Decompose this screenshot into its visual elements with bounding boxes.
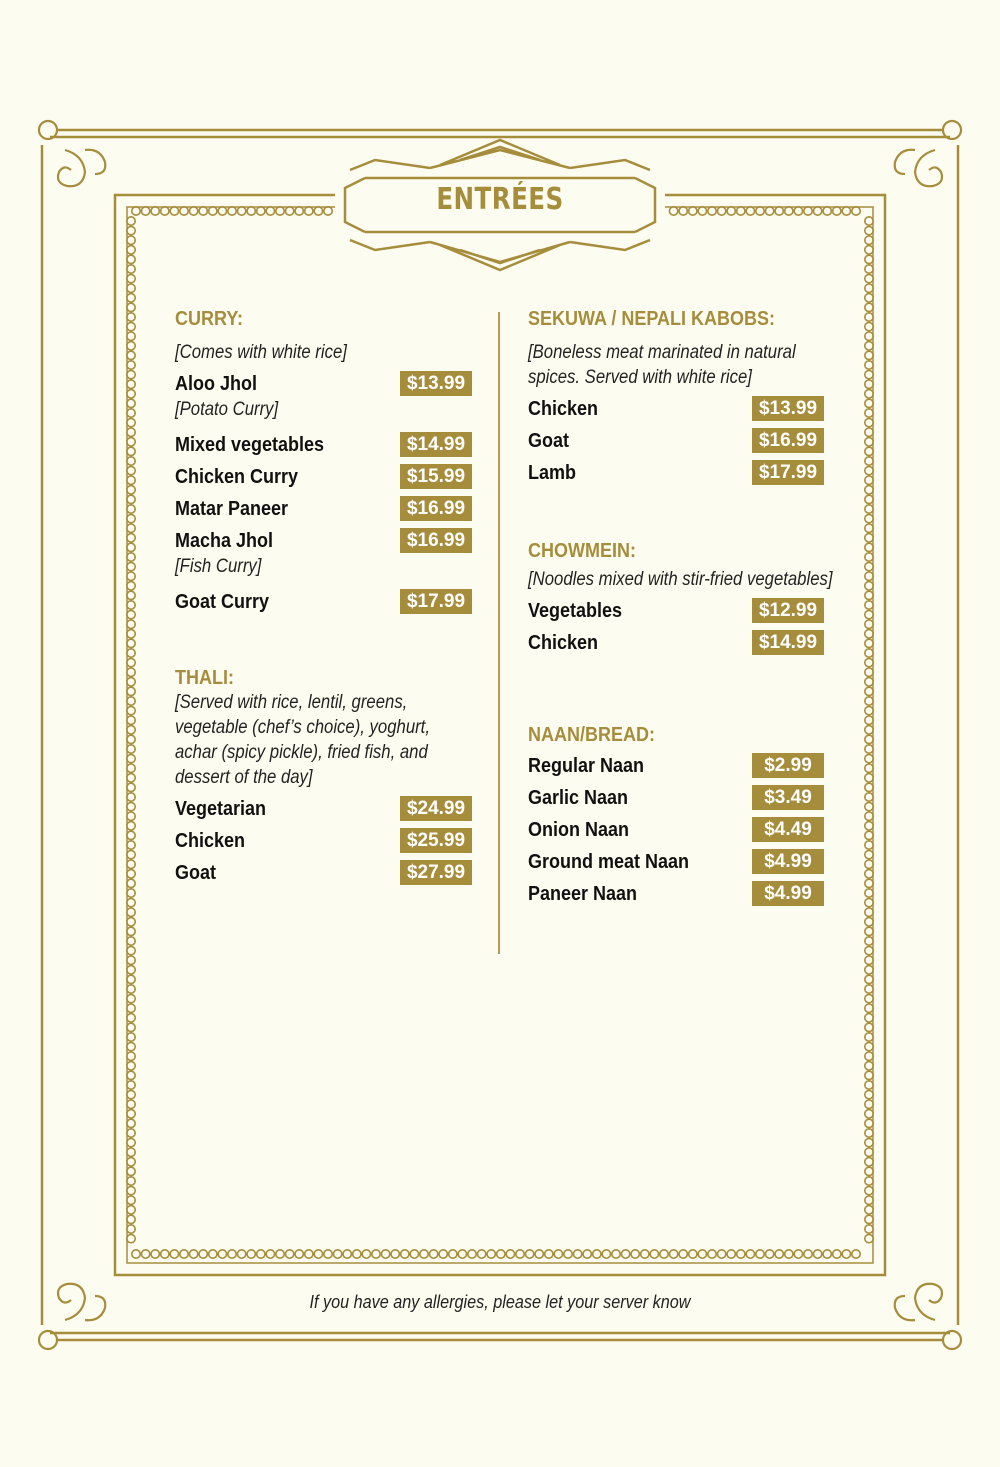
menu-item [528,815,863,847]
menu-item-price: $16.99 [400,496,472,521]
menu-item-price: $17.99 [400,589,472,614]
menu-item [528,783,863,815]
menu-item [175,369,475,430]
thali-note-line: vegetable (chef’s choice), yoghurt, [175,717,430,738]
menu-item-description: [Fish Curry] [175,556,262,577]
menu-item [528,628,863,660]
menu-item-name: Chicken [528,632,599,654]
allergy-notice: If you have any allergies, please let your server know [309,1292,691,1312]
menu-item-price: $24.99 [400,796,472,821]
menu-item-name: Onion Naan [528,819,630,841]
section-heading-naan: NAAN/BREAD: [528,724,655,746]
menu-item-name: Lamb [528,462,577,484]
sekuwa-list [528,394,863,490]
menu-item [528,847,863,879]
menu-item-name: Chicken [528,398,599,420]
thali-note-line: [Served with rice, lentil, greens, [175,692,408,713]
menu-item-price: $16.99 [752,428,824,453]
menu-item [175,858,475,890]
menu-item [175,826,475,858]
menu-item-price: $16.99 [400,528,472,553]
thali-note-line: dessert of the day] [175,767,313,788]
sekuwa-note-line: spices. Served with white rice] [528,367,752,388]
menu-item-price: $4.49 [752,817,824,842]
menu-item-price: $17.99 [752,460,824,485]
menu-item-price: $13.99 [752,396,824,421]
thali-list [175,794,475,890]
curry-list [175,369,475,619]
chowmein-note: [Noodles mixed with stir-fried vegetables] [528,569,833,590]
menu-item-price: $12.99 [752,598,824,623]
menu-item [175,430,475,462]
menu-item-price: $27.99 [400,860,472,885]
menu-item-name: Goat [528,430,570,452]
menu-item-price: $25.99 [400,828,472,853]
menu-item [175,526,475,587]
chowmein-list [528,596,863,660]
menu-item [528,458,863,490]
menu-item [175,462,475,494]
menu-item [528,751,863,783]
menu-item [175,494,475,526]
menu-item-name: Regular Naan [528,755,645,777]
menu-item [175,794,475,826]
menu-item-price: $4.99 [752,881,824,906]
curry-note: [Comes with white rice] [175,342,347,363]
menu-item-price: $4.99 [752,849,824,874]
menu-item-name: Macha Jhol [175,530,274,552]
menu-item-price: $14.99 [752,630,824,655]
menu-item [528,394,863,426]
menu-item-name: Garlic Naan [528,787,629,809]
menu-item-name: Vegetables [528,600,623,622]
section-heading-curry: CURRY: [175,308,243,330]
menu-item-name: Mixed vegetables [175,434,325,456]
sekuwa-note-line: [Boneless meat marinated in natural [528,342,796,363]
menu-item-name: Vegetarian [175,798,267,820]
page-title: ENTRÉES [436,182,564,217]
menu-item-name: Aloo Jhol [175,373,257,395]
menu-item-price: $15.99 [400,464,472,489]
menu-item-price: $2.99 [752,753,824,778]
menu-item [528,596,863,628]
menu-item [175,587,475,619]
menu-item-name: Goat [175,862,217,884]
section-heading-chowmein: CHOWMEIN: [528,540,636,562]
menu-item-name: Paneer Naan [528,883,638,905]
menu-item-name: Chicken Curry [175,466,299,488]
naan-list [528,751,863,911]
menu-item-price: $13.99 [400,371,472,396]
menu-item-price: $14.99 [400,432,472,457]
menu-item-name: Ground meat Naan [528,851,690,873]
section-heading-sekuwa: SEKUWA / NEPALI KABOBS: [528,308,776,330]
section-heading-thali: THALI: [175,667,234,689]
menu-item [528,426,863,458]
right-column [528,308,863,911]
menu-item-name: Chicken [175,830,246,852]
left-column [175,308,475,890]
menu-item-name: Goat Curry [175,591,270,613]
column-divider [498,312,500,954]
menu-item-name: Matar Paneer [175,498,289,520]
menu-item [528,879,863,911]
thali-note-line: achar (spicy pickle), fried fish, and [175,742,428,763]
menu-item-price: $3.49 [752,785,824,810]
menu-item-description: [Potato Curry] [175,399,279,420]
